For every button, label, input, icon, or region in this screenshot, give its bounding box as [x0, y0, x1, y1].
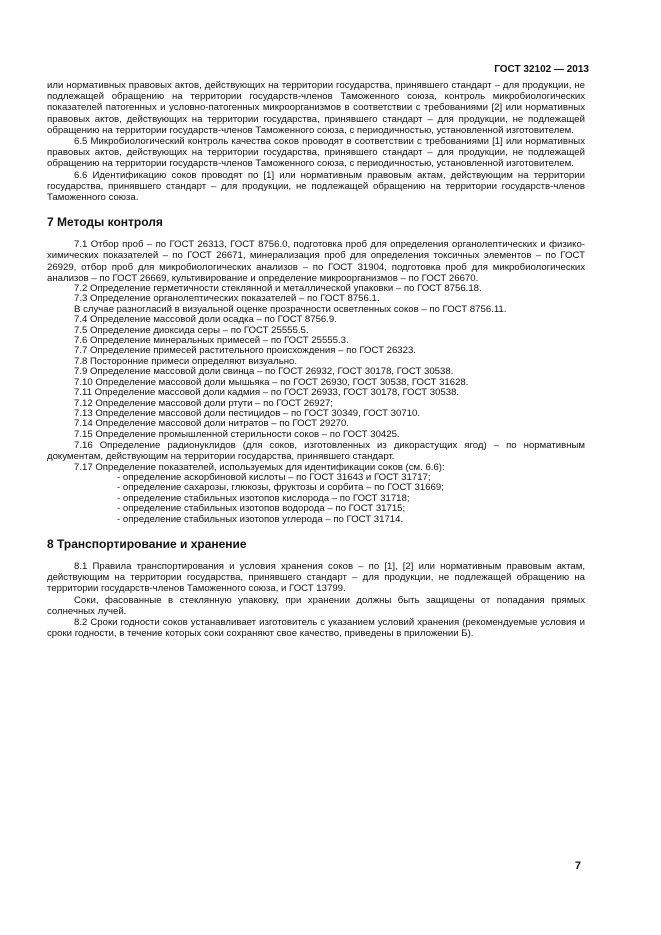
section-7-heading: 7 Методы контроля	[47, 215, 163, 230]
list-item: 7.9 Определение массовой доли свинца – по ГОСТ 26932, ГОСТ 30178, ГОСТ 30538.	[74, 366, 454, 378]
page-number: 7	[574, 860, 581, 872]
sub-list-item: - определение сахарозы, глюкозы, фруктозы и сорбита – по ГОСТ 31669;	[117, 482, 444, 494]
list-item: 7.6 Определение минеральных примесей – по ГОСТ 25555.3.	[74, 335, 349, 347]
sub-list-item: - определение стабильных изотопов углерода – по ГОСТ 31714.	[117, 513, 404, 525]
paragraph-8-2: 8.2 Сроки годности соков устанавливает изготовитель с указанием условий хранения (рекомендуемые условия и сроки годности, в течение которых соки сохраняют свое качество, приведены в приложении Б).	[47, 617, 585, 640]
paragraph-6-6: 6.6 Идентификацию соков проводят по [1] или нормативным правовым актам, действующим на территории государства, принявшего стандарт – для продукции, не подлежащей обращению на территории государств-членов Таможенного союза.	[47, 169, 585, 204]
sub-list-item: - определение стабильных изотопов водорода – по ГОСТ 31715;	[117, 503, 406, 515]
list-item: 7.5 Определение диоксида серы – по ГОСТ 25555.5.	[74, 324, 309, 336]
list-item: 7.10 Определение массовой доли мышьяка – по ГОСТ 26930, ГОСТ 30538, ГОСТ 31628.	[74, 376, 469, 388]
paragraph-7-16: 7.16 Определение радионуклидов (для соков, изготовленных из дикорастущих ягод) – по нормативным документам, действующим на территории государства, принявшего стандарт.	[47, 440, 585, 463]
list-item: 7.8 Посторонние примеси определяют визуально.	[74, 355, 298, 367]
sub-list-item: - определение аскорбиновой кислоты – по ГОСТ 31643 и ГОСТ 31717;	[117, 471, 431, 483]
list-item: В случае разногласий в визуальной оценке прозрачности осветленных соков – по ГОСТ 8756.11.	[74, 303, 507, 315]
paragraph-storage: Соки, фасованные в стеклянную упаковку, при хранении должны быть защищены от попадания прямых солнечных лучей.	[47, 594, 585, 617]
list-item: 7.12 Определение массовой доли ртути – по ГОСТ 26927;	[74, 397, 333, 409]
list-item: 7.3 Определение органолептических показателей – по ГОСТ 8756.1.	[74, 293, 380, 305]
list-item: 7.14 Определение массовой доли нитратов – по ГОСТ 29270.	[74, 418, 350, 430]
list-item: 7.2 Определение герметичности стеклянной и металлической упаковки – по ГОСТ 8756.18.	[74, 283, 482, 295]
list-item: 7.4 Определение массовой доли осадка – по ГОСТ 8756.9.	[74, 314, 337, 326]
paragraph-7-17: 7.17 Определение показателей, используемых для идентификации соков (см. 6.6):	[74, 461, 445, 473]
list-item: 7.15 Определение промышленной стерильности соков – по ГОСТ 30425.	[74, 428, 400, 440]
sub-list-item: - определение стабильных изотопов кислорода – по ГОСТ 31718;	[117, 492, 410, 504]
document-header: ГОСТ 32102 — 2013	[494, 64, 589, 75]
list-item: 7.7 Определение примесей растительного происхождения – по ГОСТ 26323.	[74, 345, 416, 357]
list-item: 7.13 Определение массовой доли пестицидов – по ГОСТ 30349, ГОСТ 30710.	[74, 407, 421, 419]
paragraph-continued: или нормативных правовых актов, действующих на территории государства, принявшего стандарт – для продукции, не подлежащей обращению на территории государств-членов Таможенного союза, контроль микробиологических показателей патогенных и условно-патогенных микроорганизмов в соответствии с требованиями [2] или нормативных правовых актов, действующих на территории государства, принявшего стандарт – для продукции, не подлежащей обращению на территории государств-членов Таможенного союза, с периодичностью, установленной изготовителем.	[47, 80, 585, 136]
paragraph-7-1: 7.1 Отбор проб – по ГОСТ 26313, ГОСТ 8756.0, подготовка проб для определения органолептических и физико-химических показателей – по ГОСТ 26671, минерализация проб для определения токсичных элементов – по ГОСТ 26929, отбор проб для микробиологических анализов – по ГОСТ 31904, подготовка проб для микробиологических анализов – по ГОСТ 26669, культивирование и определение микроорганизмов – по ГОСТ 26670.	[47, 239, 585, 284]
paragraph-8-1: 8.1 Правила транспортирования и условия хранения соков – по [1], [2] или нормативным правовым актам, действующим на территории государства, принявшего стандарт – для продукции, не подлежащей обращению на территории государств-членов Таможенного союза, и ГОСТ 13799.	[47, 560, 585, 595]
section-8-heading: 8 Транспортирование и хранение	[47, 536, 247, 551]
list-item: 7.11 Определение массовой доли кадмия – по ГОСТ 26933, ГОСТ 30178, ГОСТ 30538.	[74, 387, 460, 399]
document-body	[47, 80, 585, 639]
paragraph-6-5: 6.5 Микробиологический контроль качества соков проводят в соответствии с требованиями [1] или нормативных правовых актов, действующих на территории государства, принявшего стандарт – для продукции, не подлежащей обращению на территории государств-членов Таможенного союза, с периодичностью, установленной изготовителем.	[47, 136, 585, 170]
